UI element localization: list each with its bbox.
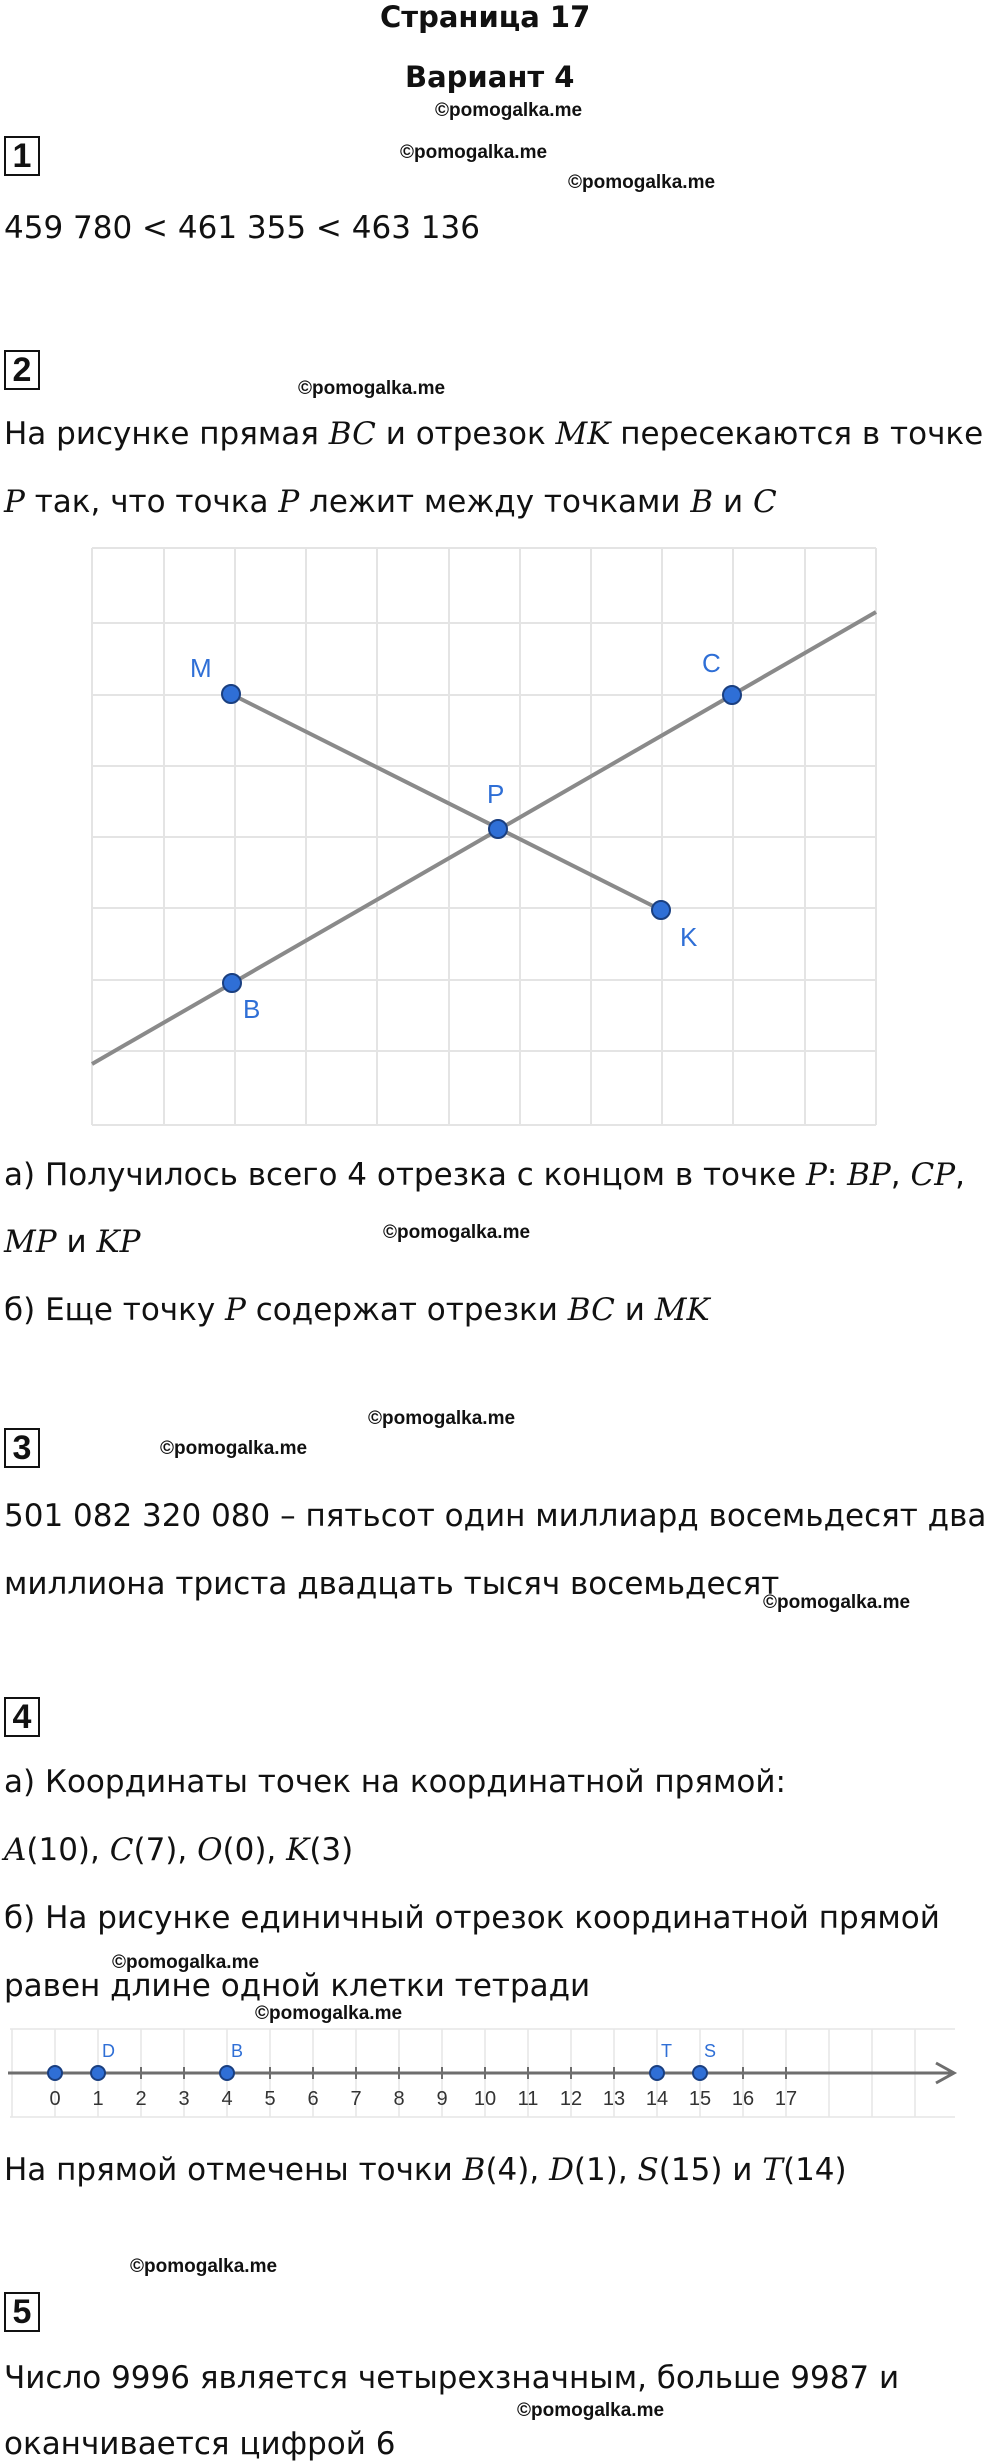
task-3-number: 3: [4, 1428, 40, 1468]
task-4-b-line-1: б) На рисунке единичный отрезок координатной прямой: [4, 1900, 940, 1936]
task-2-line-2: P так, что точка P лежит между точками B и C: [4, 484, 777, 520]
watermark: ©pomogalka.me: [763, 1592, 911, 1613]
number-line-point: [650, 2066, 664, 2080]
tick-label: 6: [307, 2088, 319, 2110]
task-4-number: 4: [4, 1697, 40, 1737]
tick-label: 16: [731, 2088, 755, 2110]
task-4-result: На прямой отмечены точки B(4), D(1), S(15) и T(14): [4, 2152, 847, 2188]
watermark: ©pomogalka.me: [160, 1438, 308, 1459]
task-4-a-line: а) Координаты точек на координатной прямой:: [4, 1764, 786, 1800]
task-5-line-2: оканчивается цифрой 6: [4, 2426, 396, 2462]
page-title: Страница 17: [380, 0, 591, 34]
point-c: [723, 686, 741, 704]
task-1-text: 459 780 < 461 355 < 463 136: [4, 210, 480, 246]
number-line: [0, 2025, 960, 2125]
tick-label: 11: [517, 2088, 539, 2110]
watermark: ©pomogalka.me: [400, 142, 548, 163]
tick-label: 4: [221, 2088, 233, 2110]
number-line-point: [48, 2066, 62, 2080]
label-p: P: [487, 779, 505, 809]
tick-label: 2: [135, 2088, 147, 2110]
tick-label: 0: [49, 2088, 61, 2110]
task-2-number: 2: [4, 350, 40, 390]
label-k: K: [680, 922, 698, 952]
tick-label: 5: [264, 2088, 276, 2110]
watermark: ©pomogalka.me: [383, 1222, 531, 1243]
number-line-point-label: S: [704, 2041, 717, 2061]
watermark: ©pomogalka.me: [130, 2256, 278, 2277]
tick-label: 8: [393, 2088, 405, 2110]
tick-label: 1: [92, 2088, 104, 2110]
tick-label: 15: [688, 2088, 712, 2110]
task-3-line-2: миллиона триста двадцать тысяч восемьдесят: [4, 1566, 780, 1602]
task-2-answer-b: б) Еще точку P содержат отрезки BC и MK: [4, 1292, 710, 1328]
task-1-number: 1: [4, 136, 40, 176]
label-c: C: [702, 648, 721, 678]
number-line-point-label: B: [231, 2041, 244, 2061]
number-line-point: [693, 2066, 707, 2080]
tick-label: 3: [178, 2088, 190, 2110]
variant-title: Вариант 4: [405, 60, 575, 94]
watermark: ©pomogalka.me: [112, 1952, 260, 1973]
tick-label: 12: [559, 2088, 583, 2110]
watermark: ©pomogalka.me: [368, 1408, 516, 1429]
number-line-point: [91, 2066, 105, 2080]
watermark: ©pomogalka.me: [517, 2400, 665, 2421]
watermark: ©pomogalka.me: [568, 172, 716, 193]
label-m: M: [190, 653, 212, 683]
point-b: [223, 974, 241, 992]
segment-mk: [231, 694, 661, 910]
tick-label: 14: [645, 2088, 669, 2110]
task-4-coords: A(10), C(7), O(0), K(3): [4, 1832, 354, 1868]
point-k: [652, 901, 670, 919]
number-line-point-label: T: [661, 2041, 672, 2061]
task-2-line-1: На рисунке прямая BC и отрезок MK пересекаются в точке: [4, 416, 984, 452]
task-3-line-1: 501 082 320 080 – пятьсот один миллиард восемьдесят два: [4, 1498, 986, 1534]
task-5-number: 5: [4, 2292, 40, 2332]
task-5-line-1: Число 9996 является четырехзначным, больше 9987 и: [4, 2360, 900, 2396]
tick-label: 9: [436, 2088, 448, 2110]
task-4-b-line-2: равен длине одной клетки тетради: [4, 1968, 591, 2004]
task-2-answer-a-line-1: а) Получилось всего 4 отрезка с концом в точке P: BP, CP,: [4, 1157, 965, 1193]
tick-label: 13: [602, 2088, 626, 2110]
tick-label: 17: [774, 2088, 798, 2110]
point-p: [489, 820, 507, 838]
geometry-figure: [0, 540, 960, 1140]
tick-label: 7: [350, 2088, 362, 2110]
number-line-point-label: D: [102, 2041, 115, 2061]
watermark: ©pomogalka.me: [298, 378, 446, 399]
point-m: [222, 685, 240, 703]
tick-label: 10: [473, 2088, 497, 2110]
watermark: ©pomogalka.me: [435, 100, 583, 121]
task-2-answer-a-line-2: MP и KP: [4, 1224, 141, 1260]
label-b: B: [243, 994, 261, 1024]
watermark: ©pomogalka.me: [255, 2003, 403, 2024]
number-line-point: [220, 2066, 234, 2080]
